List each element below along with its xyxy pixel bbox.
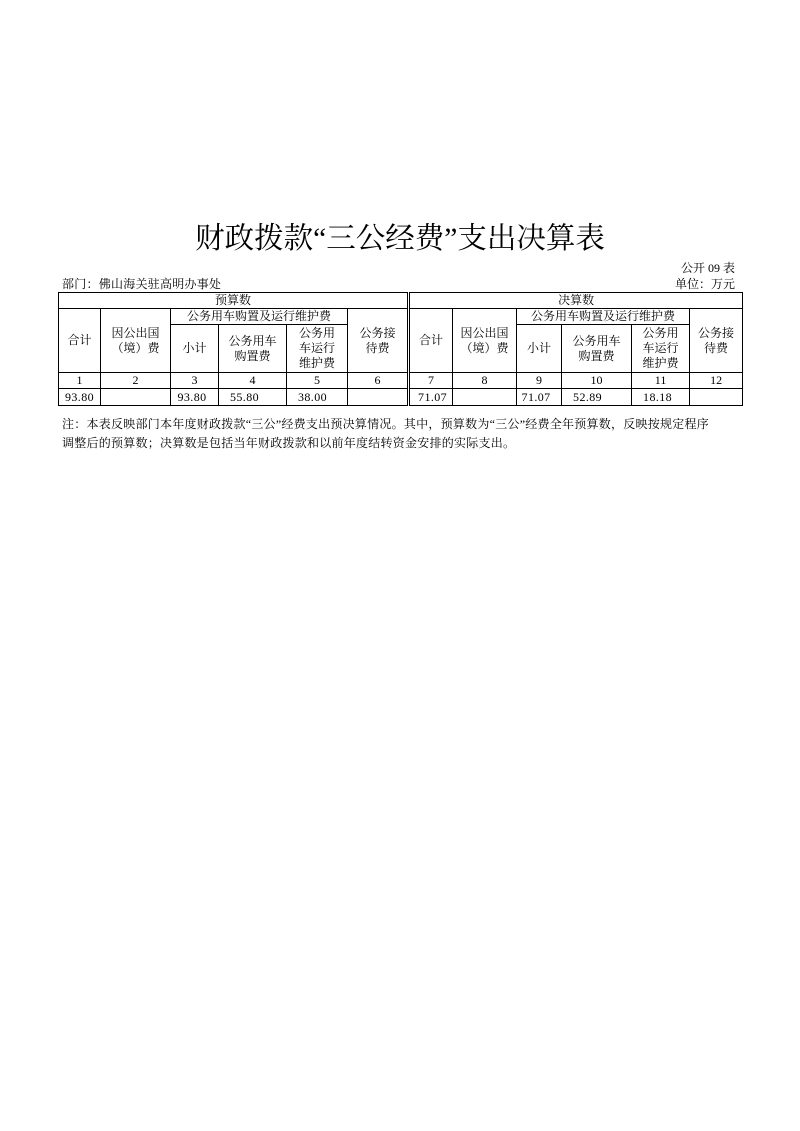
budget-vehicle-purchase-label: 公务用车购置费: [228, 333, 277, 363]
index-cell: 4: [219, 373, 287, 389]
index-cell: 5: [287, 373, 348, 389]
note-line: 调整后的预算数；决算数是包括当年财政拨款和以前年度结转资金安排的实际支出。: [62, 436, 516, 450]
final-subtotal-header: 小计: [517, 325, 562, 373]
table-index-row: [59, 373, 743, 389]
budget-vehicle-purchase-value: 55.80: [219, 389, 287, 406]
table-data-row: [59, 389, 743, 406]
final-total-value: 71.07: [409, 389, 453, 406]
page-title: 财政拨款“三公经费”支出决算表: [195, 223, 605, 255]
form-number: 公开 09 表: [680, 261, 735, 275]
index-cell: 11: [632, 373, 690, 389]
index-cell: 6: [348, 373, 409, 389]
final-reception-header: [690, 309, 743, 373]
final-abroad-header: [453, 309, 517, 373]
table-header-row: [59, 293, 743, 309]
final-vehicle-operation-label: 公务用车运行维护费: [642, 326, 679, 370]
budget-vehicle-operation-label: 公务用车运行维护费: [298, 326, 335, 370]
final-vehicle-purchase-value: 52.89: [562, 389, 632, 406]
index-cell: 12: [690, 373, 743, 389]
budget-subtotal-header: 小计: [171, 325, 219, 373]
final-vehicle-group-header: 公务用车购置及运行维护费: [517, 309, 690, 325]
index-cell: 1: [59, 373, 101, 389]
index-cell: 3: [171, 373, 219, 389]
final-reception-label: 公务接待费: [698, 325, 735, 355]
final-vehicle-purchase-label: 公务用车购置费: [572, 333, 621, 363]
table-subheader-row: [59, 309, 743, 325]
final-vehicle-operation-value: 18.18: [632, 389, 690, 406]
budget-reception-header: [348, 309, 409, 373]
budget-abroad-label: 因公出国（境）费: [111, 325, 160, 355]
note-line: 注：本表反映部门本年度财政拨款“三公”经费支出预决算情况。其中，预算数为“三公”经费全年预算数，反映按规定程序: [62, 417, 710, 431]
final-vehicle-purchase-header: [562, 325, 632, 373]
expense-table: [58, 292, 743, 406]
index-cell: 8: [453, 373, 517, 389]
budget-vehicle-group-header: 公务用车购置及运行维护费: [171, 309, 348, 325]
index-cell: 9: [517, 373, 562, 389]
final-total-header: 合计: [409, 309, 453, 373]
budget-header: 预算数: [59, 293, 409, 309]
budget-total-value: 93.80: [59, 389, 101, 406]
index-cell: 2: [101, 373, 171, 389]
budget-vehicle-operation-value: 38.00: [287, 389, 348, 406]
unit-label: 单位：万元: [674, 277, 735, 291]
final-header: 决算数: [409, 293, 743, 309]
index-cell: 10: [562, 373, 632, 389]
final-abroad-value: [453, 389, 517, 406]
index-cell: 7: [409, 373, 453, 389]
budget-abroad-value: [101, 389, 171, 406]
budget-abroad-header: [101, 309, 171, 373]
budget-subtotal-value: 93.80: [171, 389, 219, 406]
budget-vehicle-purchase-header: [219, 325, 287, 373]
department-label: 部门：佛山海关驻高明办事处: [62, 277, 222, 291]
budget-reception-value: [348, 389, 409, 406]
budget-vehicle-operation-header: [287, 325, 348, 373]
final-reception-value: [690, 389, 743, 406]
final-abroad-label: 因公出国（境）费: [460, 325, 509, 355]
table-note: [62, 415, 709, 453]
final-subtotal-value: 71.07: [517, 389, 562, 406]
budget-reception-label: 公务接待费: [359, 325, 396, 355]
final-vehicle-operation-header: [632, 325, 690, 373]
budget-total-header: 合计: [59, 309, 101, 373]
